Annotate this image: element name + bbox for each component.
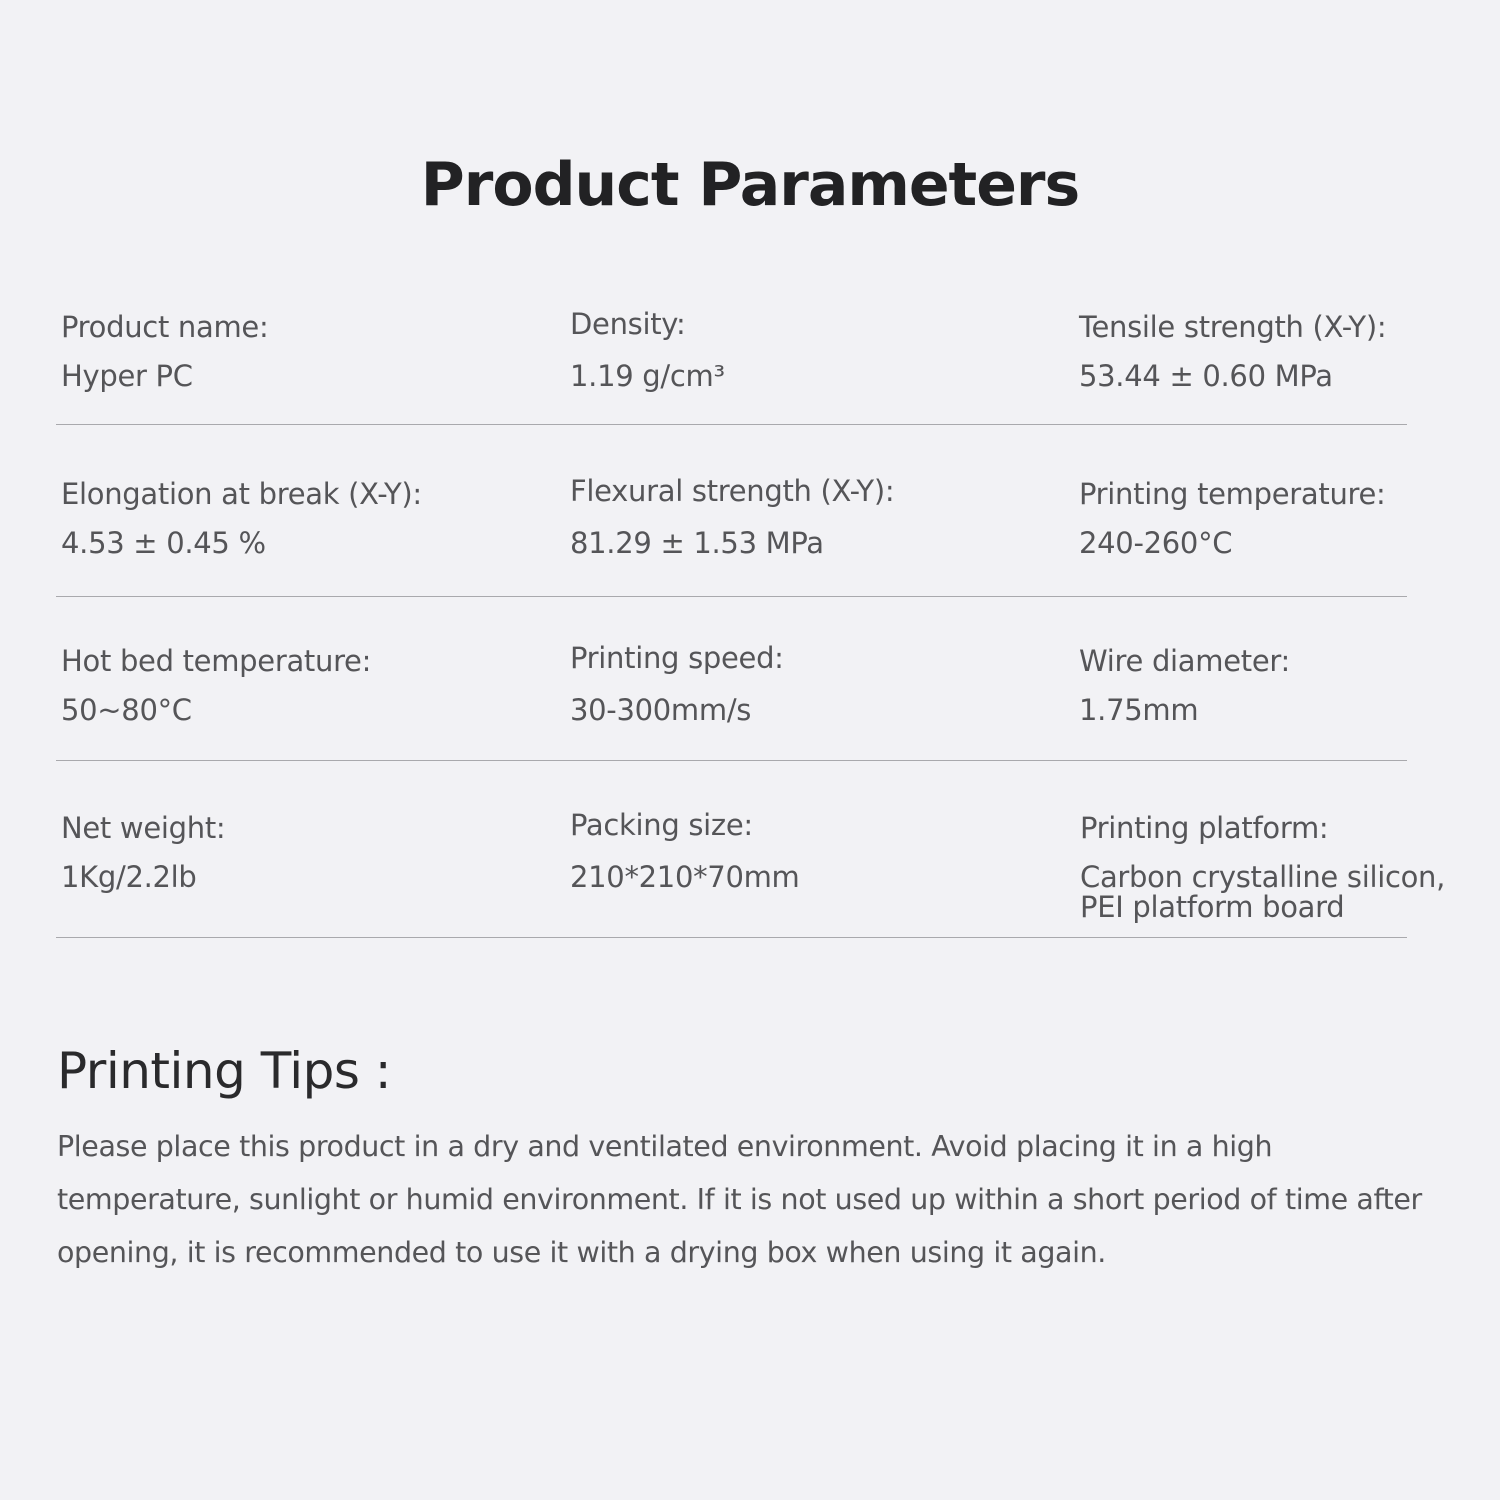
parameter-elongation [61,479,481,558]
parameter-label: Printing speed: [570,641,784,675]
parameter-flexural-strength [570,476,990,558]
parameter-row [56,307,1407,425]
parameter-value: 81.29 ± 1.53 MPa [570,526,824,560]
parameter-net-weight [61,813,481,892]
parameter-label: Product name: [61,310,269,344]
parameter-printing-speed [570,643,990,725]
parameter-row [56,808,1446,938]
parameter-value: 240-260°C [1079,526,1233,560]
parameter-value-line2: PEI platform board [1080,890,1345,924]
parameter-value: 210*210*70mm [570,860,800,894]
parameter-density [570,309,990,391]
parameter-label: Printing platform: [1080,811,1329,845]
parameter-value: 1.19 g/cm³ [570,359,725,393]
parameter-value: 53.44 ± 0.60 MPa [1079,359,1333,393]
parameter-row [56,641,1407,761]
parameter-value: 4.53 ± 0.45 % [61,526,266,560]
parameter-value: Hyper PC [61,359,193,393]
parameter-packing-size [570,810,990,892]
parameter-label: Packing size: [570,808,753,842]
parameter-label: Hot bed temperature: [61,644,372,678]
parameter-value: 30-300mm/s [570,693,752,727]
parameter-label: Net weight: [61,811,226,845]
parameter-label: Tensile strength (X-Y): [1079,310,1387,344]
parameter-product-name [61,312,481,391]
parameter-value: 50~80°C [61,693,192,727]
parameter-value: 1.75mm [1079,693,1199,727]
parameter-label: Printing temperature: [1079,477,1386,511]
tips-body: Please place this product in a dry and ventilated environment. Avoid placing it in a high temperature, sunlight or humid environment. If it is not used up within a short period of time after opening, it is recommended to use it with a drying box when using it again. [57,1130,1422,1269]
parameter-label: Density: [570,307,686,341]
parameter-value: Carbon crystalline silicon, [1080,860,1446,894]
tips-title: Printing Tips : [57,1042,392,1100]
parameter-wire-diameter [1079,646,1499,725]
parameter-tensile-strength [1079,312,1499,391]
parameter-hot-bed-temperature [61,646,481,725]
parameter-value: 1Kg/2.2lb [61,860,197,894]
parameter-printing-temperature [1079,479,1499,558]
page-title: Product Parameters [420,150,1080,220]
parameter-label: Flexural strength (X-Y): [570,474,895,508]
parameter-printing-platform [1080,813,1500,922]
parameter-row [56,474,1407,597]
parameter-label: Wire diameter: [1079,644,1290,678]
parameter-label: Elongation at break (X-Y): [61,477,422,511]
